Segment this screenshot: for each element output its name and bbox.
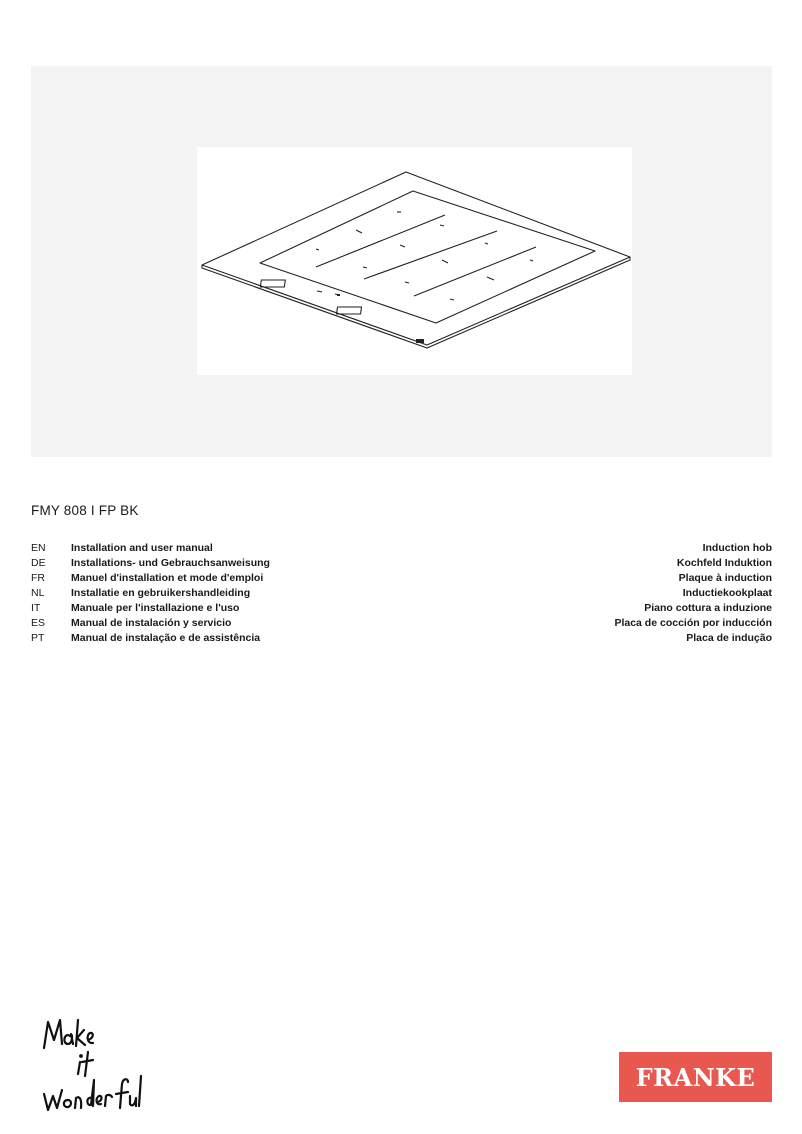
- language-code: EN: [31, 542, 46, 554]
- list-item: [31, 601, 772, 616]
- manual-title: Installatie en gebruikershandleiding: [71, 587, 251, 599]
- language-code: IT: [31, 602, 41, 614]
- language-code: PT: [31, 632, 45, 644]
- product-type: Piano cottura a induzione: [644, 602, 772, 614]
- language-code: FR: [31, 572, 45, 584]
- franke-logo: [619, 1052, 772, 1102]
- language-code: DE: [31, 557, 46, 569]
- list-item: [31, 541, 772, 556]
- list-item: [31, 586, 772, 601]
- list-item: [31, 556, 772, 571]
- manual-title: Manuale per l'installazione e l'uso: [71, 602, 240, 614]
- product-type: Kochfeld Induktion: [676, 557, 772, 569]
- make-it-wonderful-signature: [40, 1014, 144, 1114]
- manual-title: Installations- und Gebrauchsanweisung: [71, 557, 270, 569]
- manual-title: Manual de instalación y servicio: [71, 617, 232, 629]
- product-type: Placa de indução: [686, 632, 772, 644]
- product-image: [197, 147, 632, 375]
- model-title: FMY 808 I FP BK: [31, 503, 139, 518]
- manual-title: Manual de instalação e de assistência: [71, 632, 261, 644]
- language-list: [31, 541, 772, 646]
- manual-title: Installation and user manual: [71, 542, 213, 554]
- language-code: ES: [31, 617, 46, 629]
- brand-name: FRANKE: [635, 1062, 756, 1092]
- product-type: Plaque à induction: [678, 572, 772, 584]
- product-type: Placa de cocción por inducción: [614, 617, 772, 629]
- language-code: NL: [31, 587, 45, 599]
- list-item: [31, 571, 772, 586]
- product-type: Induction hob: [702, 542, 772, 554]
- product-type: Inductiekookplaat: [682, 587, 772, 599]
- hero-panel: [31, 66, 772, 457]
- list-item: [31, 616, 772, 631]
- induction-hob-icon: [197, 147, 632, 375]
- list-item: [31, 631, 772, 646]
- manual-title: Manuel d'installation et mode d'emploi: [71, 572, 264, 584]
